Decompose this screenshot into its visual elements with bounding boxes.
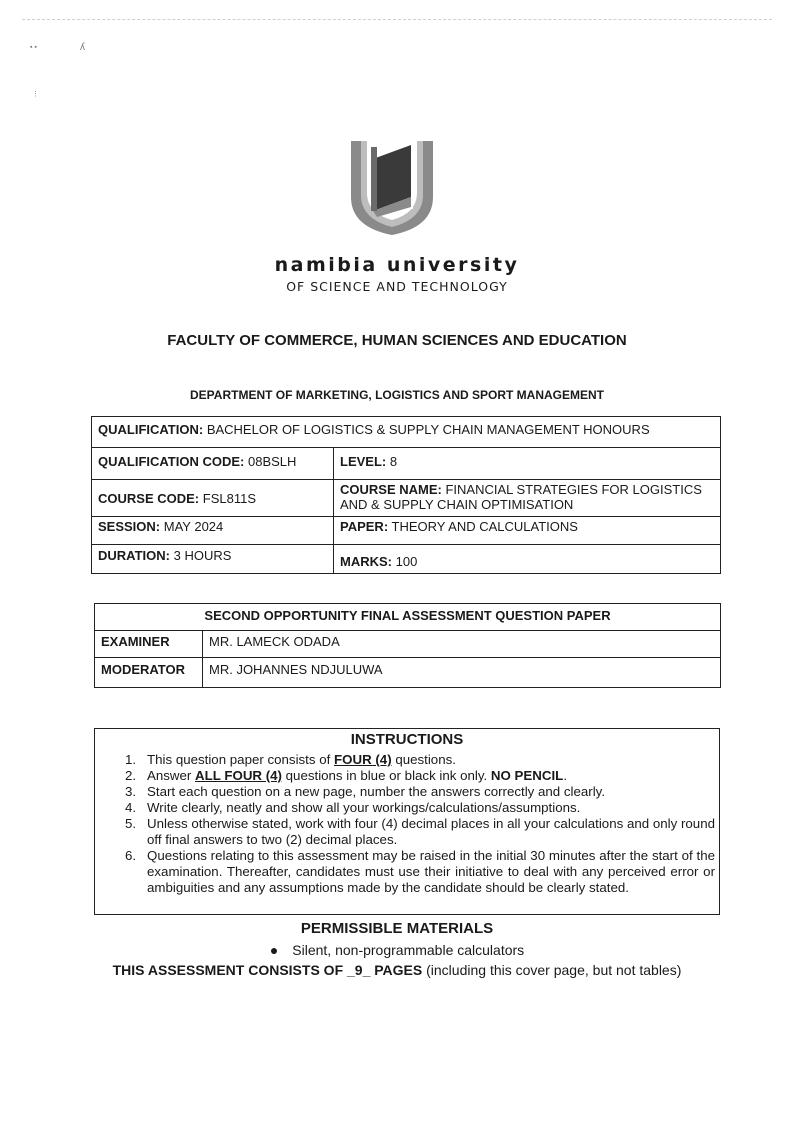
item-emphasis: FOUR (4) bbox=[334, 752, 392, 767]
university-subtitle: OF SCIENCE AND TECHNOLOGY bbox=[286, 279, 508, 294]
scan-mark: ▪ ▪ bbox=[30, 44, 37, 51]
paper-label: PAPER: bbox=[340, 519, 389, 534]
item-text: Write clearly, neatly and show all your workings/calculations/assumptions. bbox=[147, 800, 581, 815]
session-label: SESSION: bbox=[98, 519, 161, 534]
level-label: LEVEL: bbox=[340, 454, 387, 469]
course-code-cell bbox=[92, 480, 334, 517]
table-row bbox=[92, 480, 721, 517]
marks-label: MARKS: bbox=[340, 554, 392, 569]
item-number: 6. bbox=[125, 848, 137, 863]
item-text: questions. bbox=[391, 752, 456, 767]
item-text: Answer bbox=[147, 768, 196, 783]
session-cell bbox=[92, 517, 334, 545]
level-value: 8 bbox=[389, 454, 398, 469]
course-code-value: FSL811S bbox=[202, 490, 256, 506]
paper-value: THEORY AND CALCULATIONS bbox=[391, 519, 578, 534]
list-item bbox=[121, 752, 715, 768]
assessment-table bbox=[94, 603, 721, 688]
list-item bbox=[121, 816, 715, 848]
qualification-code-label: QUALIFICATION CODE: bbox=[98, 454, 245, 469]
table-row bbox=[92, 517, 721, 545]
item-number: 4. bbox=[125, 800, 137, 815]
item-text: questions in blue or black ink only. bbox=[281, 768, 491, 783]
scan-edge-line bbox=[22, 19, 772, 20]
list-item bbox=[121, 768, 715, 784]
moderator-value: MR. JOHANNES NDJULUWA bbox=[203, 658, 721, 688]
page-count-bold: THIS ASSESSMENT CONSISTS OF _9_ PAGES bbox=[112, 962, 423, 978]
level-cell bbox=[334, 448, 721, 480]
course-name-label: COURSE NAME: bbox=[340, 482, 442, 497]
materials-item-text: Silent, non-programmable calculators bbox=[292, 942, 525, 958]
department-title: DEPARTMENT OF MARKETING, LOGISTICS AND SPORT MANAGEMENT bbox=[190, 388, 604, 402]
table-row bbox=[92, 417, 721, 448]
moderator-label: MODERATOR bbox=[95, 658, 203, 688]
duration-cell bbox=[92, 545, 334, 574]
item-text: Start each question on a new page, number the answers correctly and clearly. bbox=[147, 784, 606, 799]
qualification-code-cell bbox=[92, 448, 334, 480]
list-item bbox=[121, 848, 715, 896]
marks-value: 100 bbox=[395, 554, 418, 569]
materials-item bbox=[0, 942, 794, 958]
course-details-table bbox=[91, 416, 721, 574]
course-code-label: COURSE CODE: bbox=[98, 490, 200, 506]
assessment-title: SECOND OPPORTUNITY FINAL ASSESSMENT QUESTION PAPER bbox=[95, 604, 721, 631]
paper-cell bbox=[334, 517, 721, 545]
item-number: 5. bbox=[125, 816, 137, 831]
bullet-icon: ● bbox=[269, 942, 279, 958]
marks-cell bbox=[334, 545, 721, 574]
materials-title: PERMISSIBLE MATERIALS bbox=[300, 920, 494, 937]
scan-mark: ʎ bbox=[80, 42, 85, 53]
duration-label: DURATION: bbox=[98, 548, 170, 563]
page-count-statement bbox=[0, 962, 794, 978]
table-row bbox=[95, 658, 721, 688]
examiner-label: EXAMINER bbox=[95, 631, 203, 658]
list-item bbox=[121, 800, 715, 816]
table-row bbox=[95, 631, 721, 658]
table-row bbox=[92, 545, 721, 574]
qualification-label: QUALIFICATION: bbox=[98, 422, 204, 437]
item-strong: NO PENCIL bbox=[490, 768, 564, 783]
table-row bbox=[92, 448, 721, 480]
course-name-value: FINANCIAL STRATEGIES FOR LOGISTICS AND & SUPPLY CHAIN OPTIMISATION bbox=[340, 482, 702, 512]
qualification-code-value: 08BSLH bbox=[247, 454, 297, 469]
item-number: 3. bbox=[125, 784, 137, 799]
item-text: This question paper consists of bbox=[147, 752, 334, 767]
instructions-list bbox=[121, 752, 715, 896]
table-row bbox=[95, 604, 721, 631]
item-number: 2. bbox=[125, 768, 137, 783]
session-value: MAY 2024 bbox=[163, 519, 224, 534]
item-emphasis: ALL FOUR (4) bbox=[195, 768, 282, 783]
qualification-cell bbox=[92, 417, 721, 448]
examiner-value: MR. LAMECK ODADA bbox=[203, 631, 721, 658]
item-number: 1. bbox=[125, 752, 137, 767]
list-item bbox=[121, 784, 715, 800]
university-name: namibia university bbox=[274, 254, 520, 276]
qualification-value: BACHELOR OF LOGISTICS & SUPPLY CHAIN MANAGEMENT HONOURS bbox=[206, 422, 650, 437]
item-text: Unless otherwise stated, work with four (4) decimal places in all your calculations and only round off final answers to two (2) decimal places. bbox=[147, 816, 715, 847]
instructions-title: INSTRUCTIONS bbox=[350, 731, 464, 748]
page-count-note: (including this cover page, but not tables) bbox=[422, 962, 682, 978]
item-text: Questions relating to this assessment may be raised in the initial 30 minutes after the start of the examination. Thereafter, candidates must use their initiative to deal with any perceived error or ambiguities and any assumptions made by the candidate should be clearly stated. bbox=[147, 848, 715, 895]
scan-mark: ⋮ bbox=[32, 91, 39, 98]
course-name-cell bbox=[334, 480, 721, 517]
university-logo-icon bbox=[347, 137, 437, 237]
duration-value: 3 HOURS bbox=[173, 548, 232, 563]
faculty-title: FACULTY OF COMMERCE, HUMAN SCIENCES AND EDUCATION bbox=[167, 332, 627, 349]
item-text: . bbox=[563, 768, 568, 783]
